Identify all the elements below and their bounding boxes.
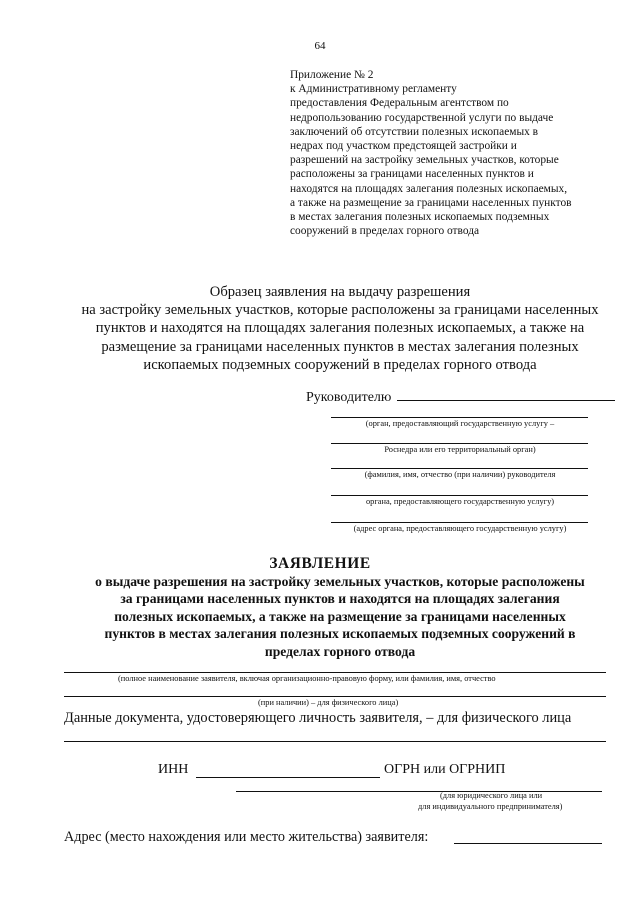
ogrn-caption: (для юридического лица или [440, 791, 543, 800]
annex-line: в местах залегания полезных ископаемых подземных [290, 211, 550, 224]
addressee-label: Руководителю [306, 390, 392, 405]
addressee-line-2[interactable] [331, 443, 588, 444]
applicant-name-caption: (при наличии) – для физического лица) [258, 698, 399, 707]
annex-line: а также на размещение за границами населенных пунктов [290, 196, 572, 209]
ogrn-caption: для индивидуального предпринимателя) [418, 802, 563, 811]
annex-reference [290, 68, 620, 238]
applicant-address-field[interactable] [454, 843, 602, 844]
addressee-caption: (фамилия, имя, отчество (при наличии) руководителя [364, 470, 556, 479]
applicant-name-caption: (полное наименование заявителя, включая организационно-правовую форму, или фамилия, имя, отчество [118, 674, 496, 683]
addressee-line-5[interactable] [331, 522, 588, 523]
inn-field[interactable] [196, 777, 380, 778]
annex-line: недропользованию государственной услуги по выдаче [290, 111, 554, 124]
applicant-address-label: Адрес (место нахождения или место жительства) заявителя: [64, 829, 429, 845]
sample-heading-line: пунктов и находятся на площадях залегания полезных ископаемых, а также на [95, 320, 585, 337]
addressee-caption: (орган, предоставляющий государственную услугу – [365, 419, 555, 428]
addressee-caption: органа, предоставляющего государственную услугу) [365, 497, 555, 506]
inn-label: ИНН [158, 762, 189, 777]
annex-line: недрах под участком предстоящей застройки и [290, 140, 517, 153]
statement-subtitle-line: о выдаче разрешения на застройку земельных участков, которые расположены [95, 574, 585, 589]
sample-heading [40, 283, 640, 374]
statement-subtitle-line: за границами населенных пунктов и находятся на площадях залегания [120, 591, 560, 607]
statement-title: ЗАЯВЛЕНИЕ [269, 555, 371, 572]
annex-line: Приложение № 2 [290, 69, 374, 81]
sample-heading-line: Образец заявления на выдачу разрешения [209, 284, 471, 300]
sample-heading-line: ископаемых подземных сооружений в пределах горного отвода [143, 356, 537, 373]
addressee-caption: (адрес органа, предоставляющего государственную услугу) [353, 524, 567, 533]
addressee-line-4[interactable] [331, 495, 588, 496]
addressee-name-field[interactable] [397, 388, 615, 401]
annex-line: расположены за границами населенных пунктов и [290, 168, 534, 181]
statement-subtitle-line: пунктов в местах залегания полезных ископаемых подземных сооружений в [104, 626, 576, 642]
identity-document-label: Данные документа, удостоверяющего личность заявителя, – для физического лица [64, 710, 572, 726]
sample-heading-line: размещение за границами населенных пунктов в местах залегания полезных [101, 338, 579, 355]
addressee-line-1[interactable] [331, 417, 588, 418]
statement-subtitle-line: полезных ископаемых, а также на размещение за границами населенных [114, 608, 566, 624]
annex-line: разрешений на застройку земельных участков, которые [290, 154, 559, 167]
ogrn-label: ОГРН или ОГРНИП [384, 762, 506, 777]
ogrn-field[interactable] [236, 791, 602, 792]
annex-line: к Административному регламенту [290, 83, 457, 96]
sample-heading-line: на застройку земельных участков, которые расположены за границами населенных [81, 302, 599, 319]
annex-line: предоставления Федеральным агентством по [290, 97, 509, 110]
addressee-line-3[interactable] [331, 468, 588, 469]
applicant-name-field-2[interactable] [64, 696, 606, 697]
applicant-name-field[interactable] [64, 672, 606, 673]
addressee-caption: Роснедра или его территориальный орган) [384, 445, 536, 454]
addressee-block [306, 388, 615, 406]
annex-line: сооружений в пределах горного отвода [290, 225, 480, 238]
annex-line: заключений об отсутствии полезных ископаемых в [290, 125, 539, 138]
statement-subtitle [40, 573, 640, 660]
identity-document-field[interactable] [64, 741, 606, 742]
annex-line: находятся на площадях залегания полезных ископаемых, [290, 182, 568, 195]
statement-subtitle-line: пределах горного отвода [264, 643, 416, 659]
page-number: 64 [314, 40, 326, 52]
